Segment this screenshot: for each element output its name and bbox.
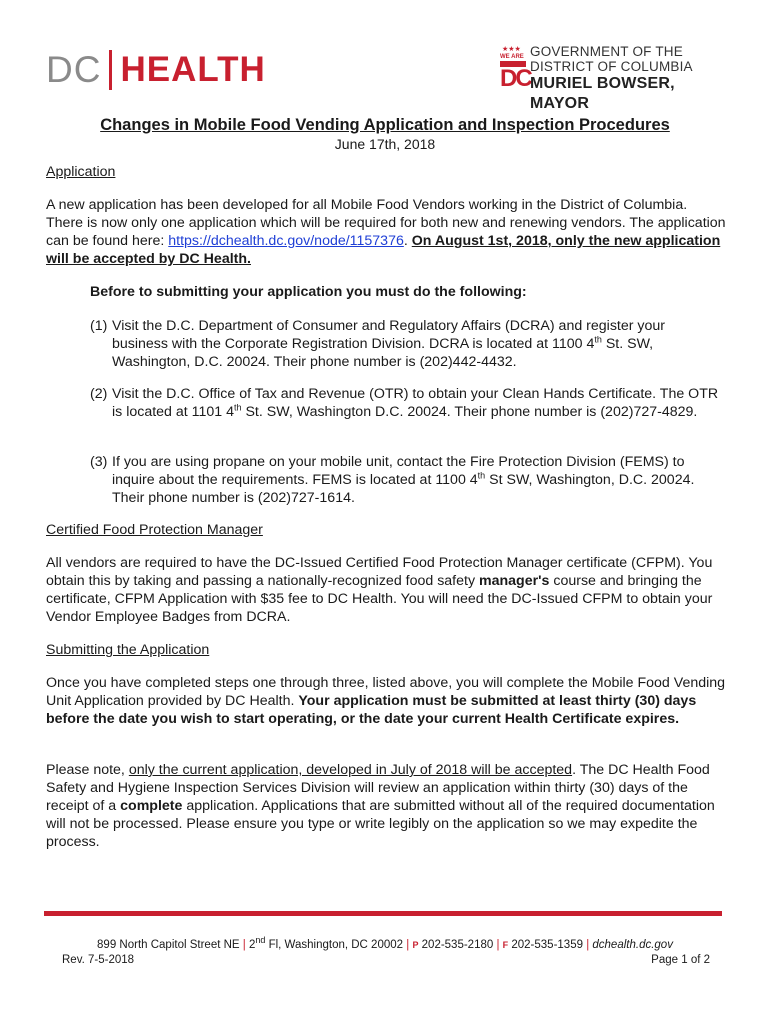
list-item-text-pre: Visit the D.C. Office of Tax and Revenue (OTR) to obtain your Clean Hands Certificate. The OTR is located at 1101 4 — [112, 386, 719, 420]
document-title: Changes in Mobile Food Vending Application and Inspection Procedures — [100, 116, 670, 134]
list-item-text — [90, 453, 720, 507]
dc-health-logo — [46, 50, 266, 90]
footer-phone-label: P — [412, 940, 419, 950]
note-text-pre: Please note, — [46, 762, 129, 778]
submitting-text-pre: Once you have completed steps one through three, listed above, you will complete the Mobile Food Vending Unit Application provided by DC Health. — [46, 675, 726, 709]
footer-fax-label: F — [502, 940, 509, 950]
revision-date: Rev. 7-5-2018 — [62, 954, 135, 966]
cfpm-heading: Certified Food Protection Manager — [46, 522, 263, 538]
list-item — [90, 317, 720, 371]
list-item-text-post: St. SW, Washington D.C. 20024. Their phone number is (202)727-4829. — [241, 404, 698, 420]
footer-street: 899 North Capitol Street NE — [97, 939, 243, 951]
application-text: A new application has been developed for all Mobile Food Vendors working in the District of Columbia. There is now only one application which will be required for both new and renewing vendors. The application can be found here: — [46, 197, 726, 249]
list-item-text-pre: If you are using propane on your mobile unit, contact the Fire Protection Division (FEMS) to inquire about the requirements. FEMS is located at 1100 4 — [112, 454, 685, 488]
government-title — [530, 44, 725, 114]
footer-rule — [44, 911, 722, 916]
application-heading: Application — [46, 164, 116, 180]
logo-divider — [109, 50, 112, 90]
dc-logo-text: DC — [46, 49, 102, 90]
badge-we-are: WE ARE — [500, 54, 524, 60]
footer-separator: | — [586, 939, 590, 951]
ordinal-suffix: th — [234, 402, 242, 413]
footer-floor-suffix: nd — [255, 935, 266, 946]
footer-separator: | — [406, 939, 410, 951]
application-link-after: . — [403, 233, 412, 249]
gov-line-1: GOVERNMENT OF THE — [530, 44, 683, 59]
before-submitting-heading: Before to submitting your application you must do the following: — [90, 284, 527, 300]
ordinal-suffix: th — [594, 334, 602, 345]
submitting-deadline-note: Your application must be submitted at least thirty (30) days before the date you wish to start operating, or the date your current Health Certificate expires. — [46, 693, 697, 727]
document-date: June 17th, 2018 — [334, 136, 436, 152]
footer-fax: 202-535-1359 — [508, 939, 587, 951]
list-item — [90, 453, 720, 507]
list-item-text-post: St. SW, Washington, D.C. 20024. Their phone number is (202)442-4432. — [112, 336, 654, 370]
cfpm-text-pre: All vendors are required to have the DC-Issued Certified Food Protection Manager certificate (CFPM). You obtain this by taking and passing a nationally-recognized food safety — [46, 555, 713, 589]
page-header — [0, 0, 770, 110]
list-item-number: (3) — [90, 454, 108, 470]
gov-line-2: DISTRICT OF COLUMBIA — [530, 59, 693, 74]
list-item-text — [90, 317, 720, 371]
health-logo-text: HEALTH — [120, 50, 266, 89]
list-item-text-post: St SW, Washington, D.C. 20024. Their phone number is (202)727-1614. — [112, 472, 695, 506]
note-text-mid: . The DC Health Food Safety and Hygiene Inspection Services Division will review an application within thirty (30) days of the receipt of a — [46, 762, 710, 814]
footer-separator: | — [496, 939, 500, 951]
ordinal-suffix: th — [477, 470, 486, 481]
note-text-post: application. Applications that are submitted without all of the required documentation will not be processed. Please ensure you type or write legibly on the application so we may expedite the process. — [46, 798, 715, 850]
application-deadline-note: On August 1st, 2018, only the new application will be accepted by DC Health. — [46, 233, 721, 267]
cfpm-text-post: course and bringing the certificate, CFPM Application with $35 fee to DC Health. You will need the DC-Issued CFPM to obtain your Vendor Employee Badges from DCRA. — [46, 573, 713, 625]
government-logo — [500, 44, 725, 112]
list-item-number: (2) — [90, 386, 108, 402]
badge-dc-mark: DC — [500, 65, 531, 92]
list-item-text-pre: Visit the D.C. Department of Consumer and Regulatory Affairs (DCRA) and register your business with the Corporate Registration Division. DCRA is located at 1100 4 — [112, 318, 666, 352]
submitting-paragraph-2 — [46, 761, 726, 851]
we-are-washington-badge-icon — [500, 46, 531, 92]
cfpm-paragraph — [46, 554, 726, 626]
application-link[interactable]: https://dchealth.dc.gov/node/1157376 — [168, 233, 404, 249]
footer-separator: | — [242, 939, 246, 951]
footer-phone: 202-535-2180 — [418, 939, 497, 951]
cfpm-text-bold: manager's — [479, 573, 550, 589]
list-item-number: (1) — [90, 318, 108, 334]
note-text-underlined: only the current application, developed in July of 2018 will be accepted — [128, 762, 573, 778]
note-text-bold: complete — [120, 798, 183, 814]
mayor-line: MURIEL BOWSER, MAYOR — [530, 75, 675, 112]
submitting-paragraph-1 — [46, 674, 726, 728]
footer-website: dchealth.dc.gov — [592, 939, 673, 951]
page-number: Page 1 of 2 — [651, 954, 710, 966]
footer-city: Fl, Washington, DC 20002 — [265, 939, 407, 951]
list-item — [90, 385, 720, 421]
footer-address — [0, 935, 770, 953]
application-paragraph — [46, 196, 726, 268]
badge-stars: ★ ★ ★ — [502, 46, 520, 53]
submitting-heading: Submitting the Application — [46, 642, 210, 658]
footer-floor-pre: 2 — [245, 939, 256, 951]
list-item-text — [90, 385, 720, 421]
